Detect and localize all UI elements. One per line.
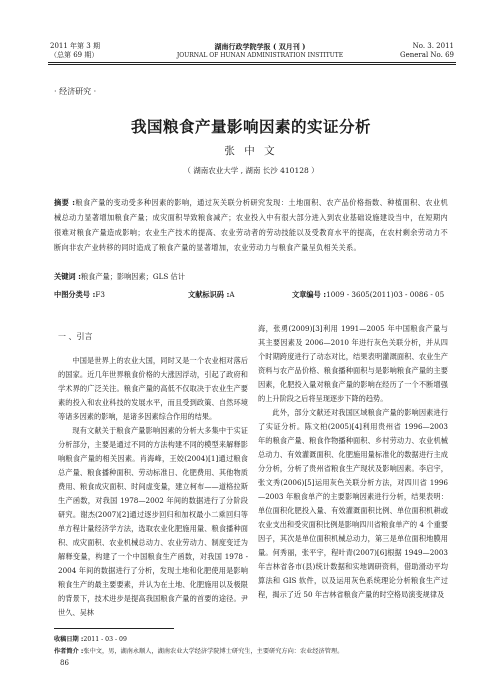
doc-label: 文献标识码 : <box>188 290 230 299</box>
keywords <box>54 272 185 282</box>
header-issue-line2: （总第 69 期） <box>50 51 99 59</box>
header-divider <box>48 62 456 63</box>
header-journal-en: JOURNAL OF HUNAN ADMINISTRATION INSTITUTE <box>176 52 344 59</box>
clc-number <box>54 290 105 300</box>
article-title: 我国粮食产量影响因素的实证分析 <box>130 118 371 136</box>
article-number-label: 文章编号 : <box>292 290 327 299</box>
clc-value: F3 <box>95 290 105 299</box>
abstract-label: 摘要 : <box>54 198 76 207</box>
section-heading-introduction: 一 、引言 <box>58 332 93 341</box>
document-code <box>188 290 235 300</box>
doc-value: A <box>229 290 235 299</box>
received-label: 收稿日期 : <box>54 636 84 643</box>
footnote-divider <box>54 628 174 629</box>
body-paragraph: 现有文献关于粮食产量影响因素的分析大多集中于实证分析部分，主要是通过不同的方法构建不同的模型来解释影响粮食产量的相关因素。肖海峰，王姣(2004)[1]通过粮食总产量、粮食播种面积、劳动标准日、化肥费用、其他物质费用、粮食成灾面积、时间虚变量，建立柯布——道格拉斯生产函数，对我国 1978—2002 年间的数据进行了分阶段研究。谢杰(2007)[2]通过逐步回归和加权最小二乘回归等单方程计量经济学方法，选取农业化肥施用量、粮食播种面积、成灾面积、农业机械总动力、农业劳动力、制度变迁为解释变量，构建了一个中国粮食生产函数，对我国 1978 - 2004 年间的数据进行了分析，发现土地和化肥使用是影响粮食生产的最主要要素，并认为在土地、化肥施用以及极限的背景下，技术进步是提高我国粮食产量的首要的途径。尹世久、吴林 <box>58 426 248 617</box>
received-value: 2011 - 03 - 09 <box>83 636 127 643</box>
body-paragraph: 中国是世界上的农业大国，同时又是一个农业相对落后的国家。近几年世界粮食价格的大涨因浮动，引起了政府和学术界的广泛关注。粮食产量的高低不仅取决于农业生产要素的投入和农业科技的发展水平，而且受到政策、自然环境等诸多因素的影响，是诸多因素综合作用的结果。 <box>58 356 248 421</box>
author-bio-value: 张中文，男，湖南永顺人，湖南农业大学经济学院博士研究生，主要研究方向：农业经济管理。 <box>83 648 344 655</box>
article-number-value: 1009 - 3605(2011)03 - 0086 - 05 <box>326 290 445 299</box>
author-bio <box>54 646 343 655</box>
clc-label: 中图分类号 : <box>54 290 96 299</box>
author-affiliation: （ 湖南农业大学 , 湖南 长沙 410128 ） <box>183 166 319 175</box>
body-paragraph: 此外，部分文献还对我国区域粮食产量的影响因素进行了实证分析。陈文柏(2005)[4]利用贵州省 1996—2003 年的粮食产量、粮食作物播种面积、乡村劳动力、农业机械总动力、有效灌溉面积、化肥施用量标准化的数据进行主成分分析，分析了贵州省粮食生产现状及影响因素。李启宇，张文秀(2006)[5]运用灰色关联分析方法，对四川省 1996—2003 年粮食单产的主要影响因素进行分析，结果表明：单位面积化肥投入量、有效灌溉面积比例、单位面积机耕或农业支出和受灾面积比例是影响四川省粮食单产的 4 个重要因子，其次是单位面积机械总动力，第三是单位面积地膜用量。何秀丽，张平宇，程叶青(2007)[6]根据 1949—2003 年吉林省各市(县)统计数据和实地调研资料，借助滑动平均算法和 GIS 软件，以及运用灰色系统理论分析粮食生产过程，揭示了近 50 年吉林省粮食产量的时空格局演变规律及 <box>258 408 448 599</box>
header-divider-thin <box>48 64 456 65</box>
header-number <box>400 42 454 60</box>
author-bio-label: 作者简介 : <box>54 648 84 655</box>
body-column-right <box>258 322 448 602</box>
body-paragraph: 海，张勇(2009)[3]利用 1991—2005 年中国粮食产量与其主要因素及 2006—2010 年进行灰色关联分析，并从四个时期跨度进行了动态对比，结果表明灌溉面积、农业生产资料与农产品价格、粮食播种面积与是影响粮食产量的主要因素，化肥投入量对粮食产量的影响在经历了一个不断增强的上升阶段之后将呈现逐步下降的趋势。 <box>258 324 448 403</box>
header-journal-cn: 湖南行政学院学报 ( 双月刊 ) <box>214 42 306 51</box>
article-author: 张 中 文 <box>224 145 278 157</box>
header-journal <box>160 42 360 60</box>
keywords-text: 粮食产量；影响因素；GLS 估计 <box>80 272 185 281</box>
header-issue-line1: 2011 年第 3 期 <box>50 42 100 50</box>
abstract <box>54 195 448 255</box>
header-number-line1: No. 3. 2011 <box>412 42 454 50</box>
header-issue <box>50 42 100 60</box>
abstract-text: 粮食产量的变动受多种因素的影响，通过灰关联分析研究发现：土地面积、农产品价格指数、种植面积、农业机械总动力显著增加粮食产量；成灾面积导致粮食减产；农业投入中有很大部分进入到农业基础设施建设当中，在短期内很难对粮食产量造成影响；农业生产技术的提高、农业劳动者的劳动技能以及受教育水平的提高，在农村剩余劳动力不断向非农产业转移的同时造成了粮食产量的显著增加，农业劳动力与粮食产量呈负相关关系。 <box>54 198 448 252</box>
article-number <box>292 290 444 300</box>
header-number-line2: General No. 69 <box>400 51 454 59</box>
page-number: 86 <box>60 659 69 667</box>
body-column-left <box>58 322 248 620</box>
section-tag: · 经济研究 · <box>54 87 97 96</box>
received-date <box>54 634 127 643</box>
keywords-label: 关键词 : <box>54 272 81 281</box>
